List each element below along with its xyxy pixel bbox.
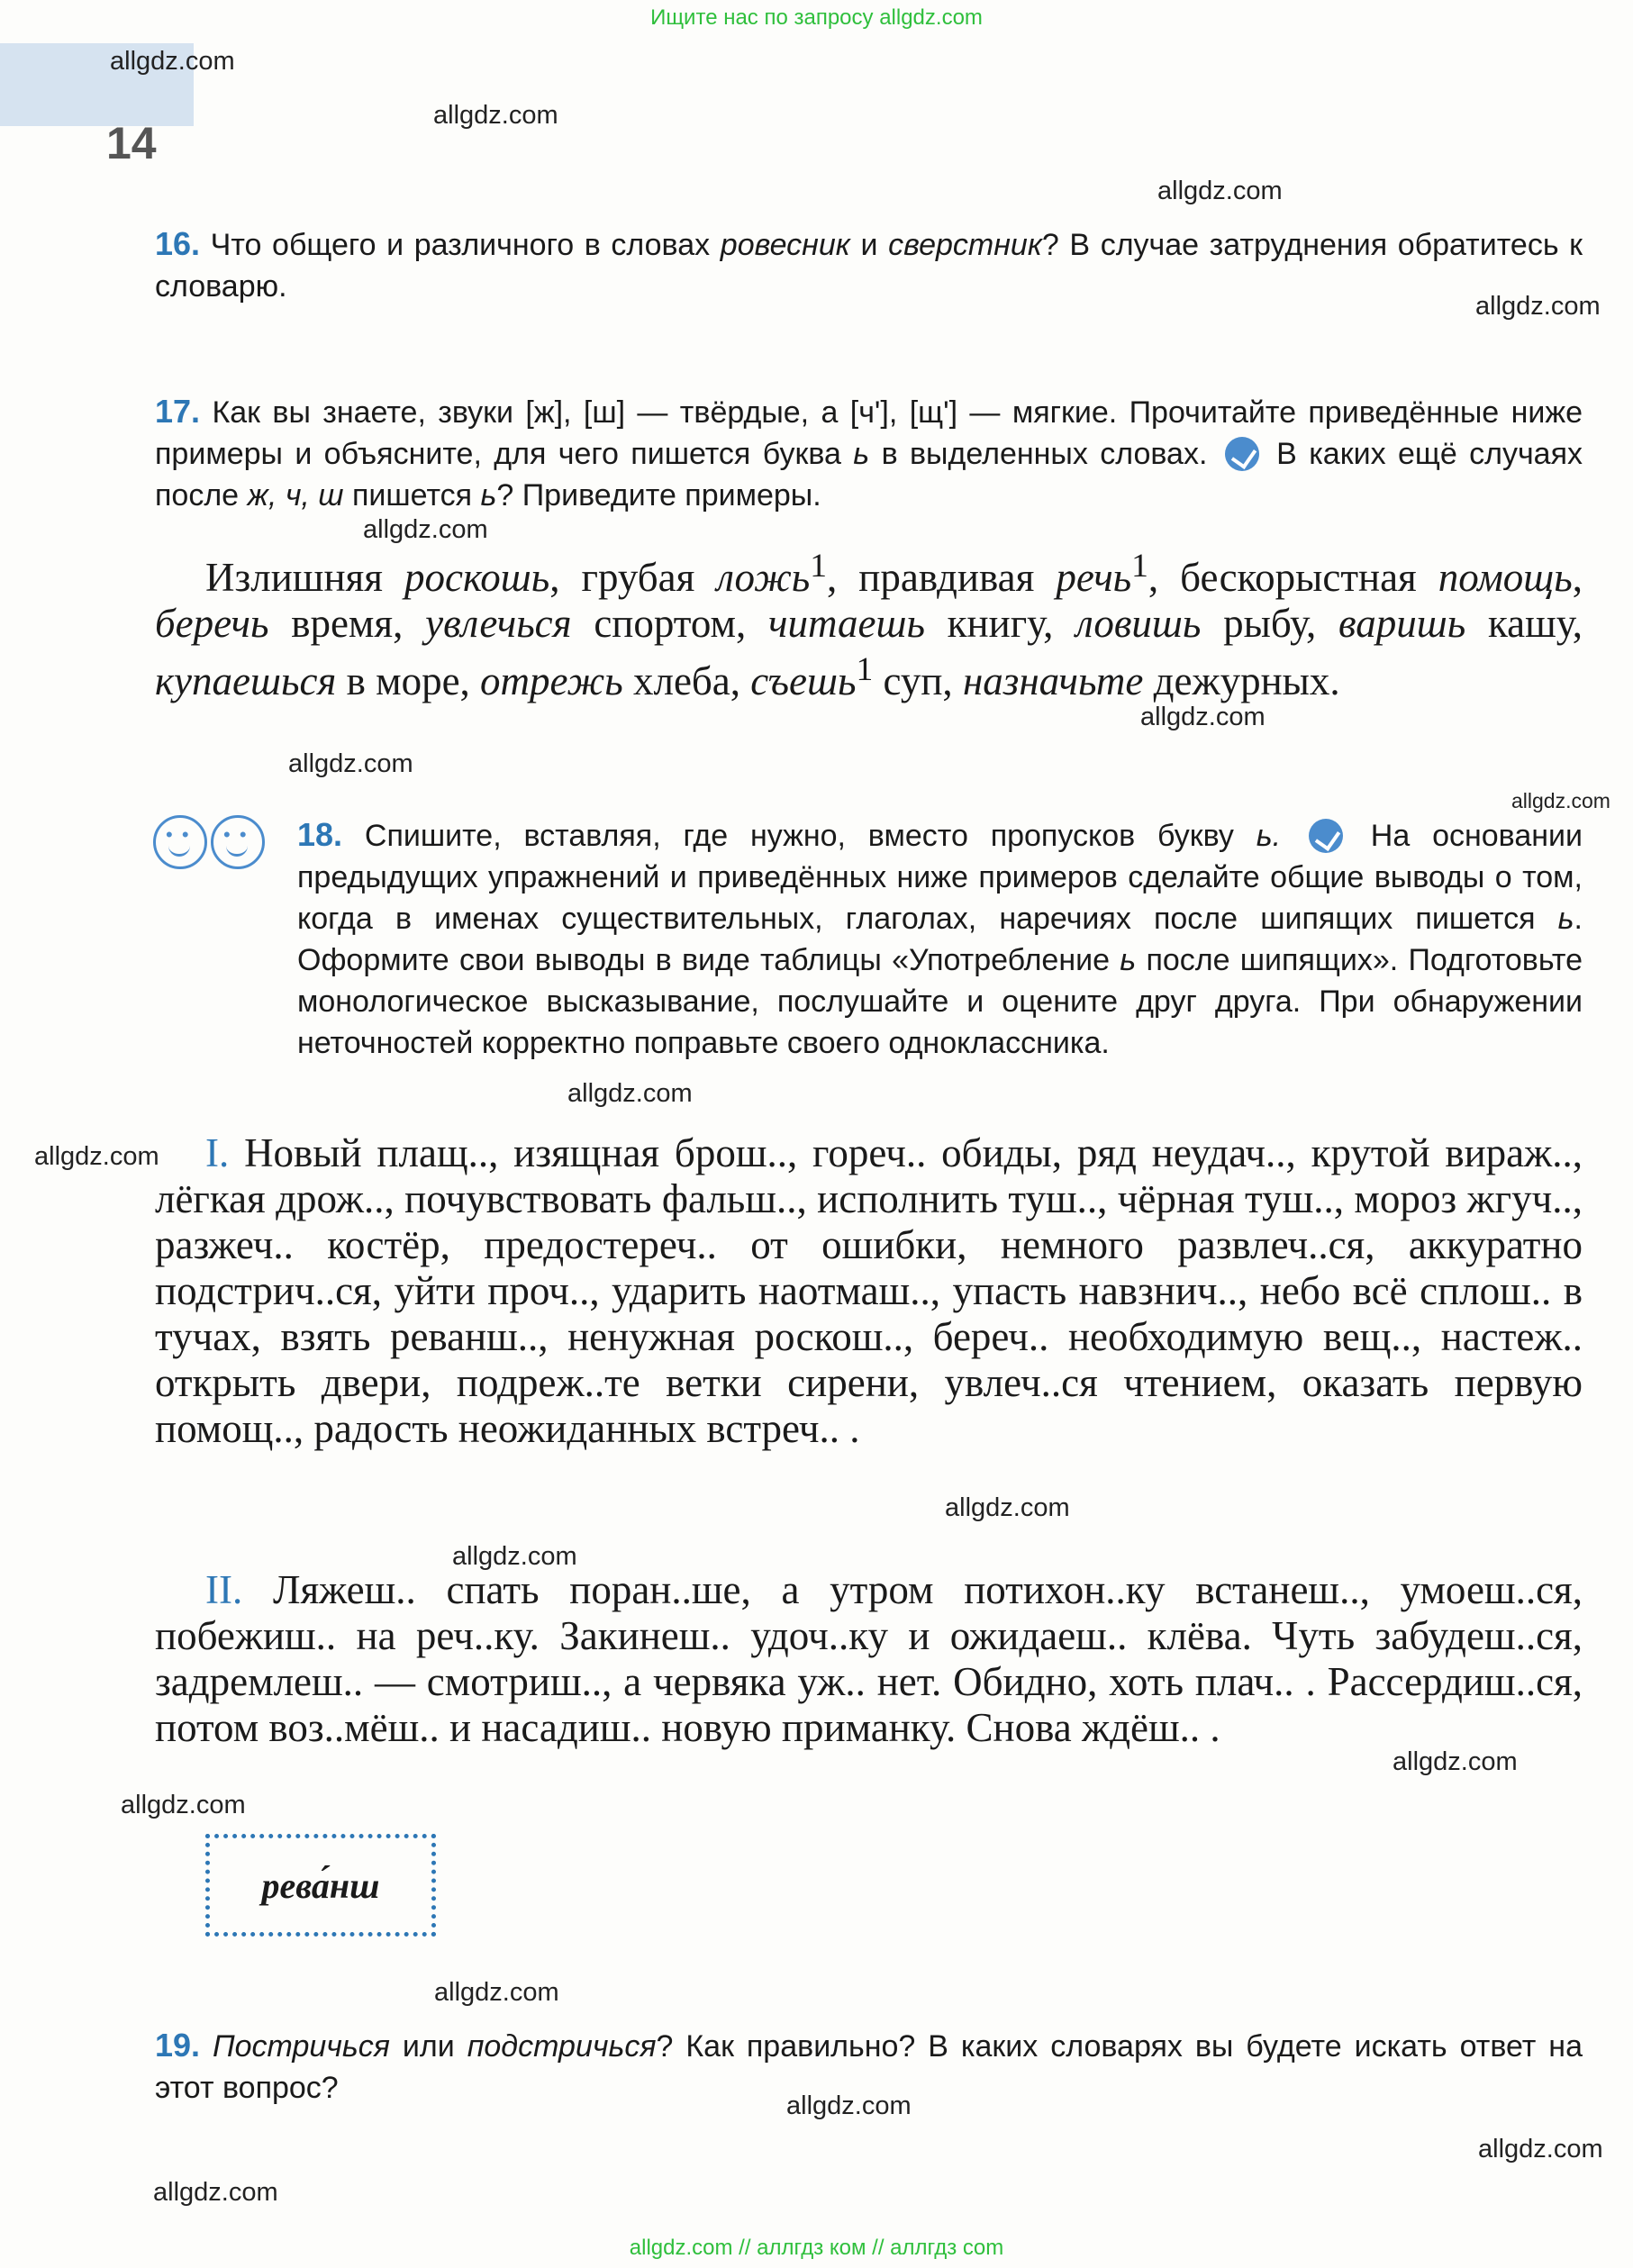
smiley-face-icon (211, 815, 265, 869)
footnote-mark: 1 (1131, 548, 1148, 585)
watermark: allgdz.com (1393, 1747, 1518, 1776)
highlighted-word: ловишь (1075, 601, 1202, 646)
watermark: allgdz.com (288, 749, 413, 778)
exercise-17 (155, 391, 1583, 516)
exercise-word: сверстник (888, 228, 1042, 262)
smiley-faces-icon (153, 815, 268, 874)
exercise-text: и (860, 228, 878, 262)
example-text: время, (268, 601, 426, 646)
example-text: , правдивая (827, 555, 1057, 600)
exercise-text: Что общего и различного в словах (210, 228, 711, 262)
exercise-letter: ь (480, 478, 497, 513)
watermark: allgdz.com (567, 1079, 693, 1108)
top-banner[interactable]: Ищите нас по запросу allgdz.com (650, 5, 983, 30)
watermark: allgdz.com (434, 1978, 559, 2007)
highlighted-word: читаешь (767, 601, 925, 646)
page-number: 14 (106, 118, 157, 168)
example-text: хлеба, (622, 658, 751, 703)
exercise-17-example (155, 543, 1583, 704)
watermark: allgdz.com (1475, 292, 1601, 321)
pencil-icon (1309, 819, 1343, 853)
example-text: в море, (336, 658, 481, 703)
example-text: , (1572, 555, 1583, 600)
example-text: книгу, (924, 601, 1076, 646)
watermark: allgdz.com (34, 1142, 159, 1171)
watermark: allgdz.com (110, 47, 235, 76)
highlighted-word: купаешься (155, 658, 337, 703)
example-text: суп, (873, 658, 963, 703)
watermark: allgdz.com (1157, 177, 1283, 205)
exercise-text: Спишите, вставляя, где нужно, вместо пропусков букву (364, 819, 1234, 853)
example-text: , бескорыстная (1148, 555, 1438, 600)
watermark: allgdz.com (786, 2091, 912, 2120)
exercise-word: Постричься (213, 2029, 390, 2064)
exercise-word: подстричься (467, 2029, 657, 2064)
watermark: allgdz.com (153, 2178, 278, 2207)
footnote-mark: 1 (810, 548, 828, 585)
exercise-text: ? Как правильно? В каких словарях вы будете искать ответ на этот вопрос? (155, 2029, 1583, 2105)
smiley-face-icon (153, 815, 207, 869)
exercise-letter: ь. (1256, 819, 1282, 853)
highlighted-word: ложь (716, 555, 811, 600)
example-text: кашу, (1465, 601, 1583, 646)
exercise-number: 17. (155, 393, 201, 430)
watermark: allgdz.com (433, 101, 558, 130)
highlighted-word: беречь (155, 601, 269, 646)
exercise-letter: ь (1120, 943, 1137, 977)
watermark: allgdz.com (452, 1542, 577, 1571)
exercise-text: после шипящих». Подготовьте монологическое высказывание, послушайте и оцените друг друга. При обнаружении неточностей корректно поправьте своего одноклассника. (297, 943, 1583, 1060)
example-text: Излишняя (205, 555, 404, 600)
highlighted-word: съешь (750, 658, 857, 703)
highlighted-word: увлечься (425, 601, 572, 646)
exercise-18-first-line (297, 814, 1583, 1064)
part-text: Ляжеш.. спать поран..ше, а утром потихон..ку встанеш.., умоеш..ся, побежиш.. на реч..ку. Закинеш.. удоч..ку и ожидаеш.. клёва. Чуть забудеш..ся, задремлеш.. — смотриш.., а червяка уж.. нет. Обидно, хоть плач.. . Рассердиш..ся, потом воз..мёш.. и насадиш.. новую приманку. Снова ждёш.. . (155, 1567, 1583, 1750)
exercise-text: в выделенных словах. (881, 437, 1208, 471)
exercise-text: ? В случае затруднения обратитесь к словарю. (155, 228, 1583, 304)
example-text: спортом, (571, 601, 768, 646)
exercise-number: 18. (297, 816, 343, 853)
highlighted-word: отрежь (480, 658, 623, 703)
exercise-number: 16. (155, 225, 201, 262)
exercise-text: . Оформите свои выводы в виде таблицы «Употребление (297, 902, 1583, 977)
watermark: allgdz.com (1140, 703, 1266, 731)
example-text: дежурных. (1143, 658, 1340, 703)
exercise-text: На основании предыдущих упражнений и приведённых ниже примеров сделайте общие выводы о том, когда в именах существительных, глаголах, наречиях после шипящих пишется (297, 819, 1583, 936)
exercise-number: 19. (155, 2027, 201, 2064)
highlighted-word: речь (1056, 555, 1132, 600)
watermark: allgdz.com (121, 1791, 246, 1819)
exercise-16 (155, 223, 1583, 307)
exercise-letters: ж, ч, ш (247, 478, 344, 513)
highlighted-word: назначьте (962, 658, 1144, 703)
exercise-text: ? Приведите примеры. (496, 478, 821, 513)
highlighted-word: помощь (1438, 555, 1573, 600)
watermark: allgdz.com (363, 515, 488, 544)
exercise-text: пишется (351, 478, 473, 513)
example-text: , грубая (549, 555, 717, 600)
example-text: рыбу, (1201, 601, 1338, 646)
exercise-text: или (402, 2029, 455, 2064)
watermark: allgdz.com (1511, 789, 1610, 812)
exercise-text: Как вы знаете, звуки [ж], [ш] — твёрдые, а [ч'], [щ'] — мягкие. Прочитайте приведённые ниже примеры и объясните, для чего пишется буква (155, 395, 1583, 471)
pencil-icon (1225, 437, 1259, 471)
highlighted-word: варишь (1338, 601, 1466, 646)
part-label: II. (205, 1567, 243, 1612)
exercise-word: ровесник (720, 228, 850, 262)
exercise-text: В каких ещё случаях после (155, 437, 1583, 513)
part-label: I. (205, 1130, 230, 1175)
footnote-mark: 1 (856, 651, 874, 688)
vocabulary-word-box: рева́нш (205, 1834, 436, 1937)
watermark: allgdz.com (945, 1493, 1070, 1522)
highlighted-word: роскошь (404, 555, 550, 600)
exercise-18-part-1 (155, 1130, 1583, 1452)
exercise-18-part-2 (155, 1567, 1583, 1751)
exercise-letter: ь (1557, 902, 1574, 936)
exercise-letter: ь (853, 437, 870, 471)
watermark: allgdz.com (1478, 2135, 1603, 2164)
bottom-banner[interactable]: allgdz.com // аллгдз ком // аллгдз com (629, 2236, 1004, 2260)
part-text: Новый плащ.., изящная брош.., гореч.. обиды, ряд неудач.., крутой вираж.., лёгкая дрож.., почувствовать фальш.., исполнить туш.., чёрная туш.., мороз жгуч.., разжеч.. костёр, предостереч.. от ошибки, немного развлеч..ся, аккуратно подстрич..ся, уйти проч.., ударить наотмаш.., упасть навзнич.., небо всё сплош.. в тучах, взять реванш.., ненужная роскош.., береч.. необходимую вещ.., настеж.. открыть двери, подреж..те ветки сирени, увлеч..ся чтением, оказать первую помощ.., радость неожиданных встреч.. . (155, 1130, 1583, 1451)
